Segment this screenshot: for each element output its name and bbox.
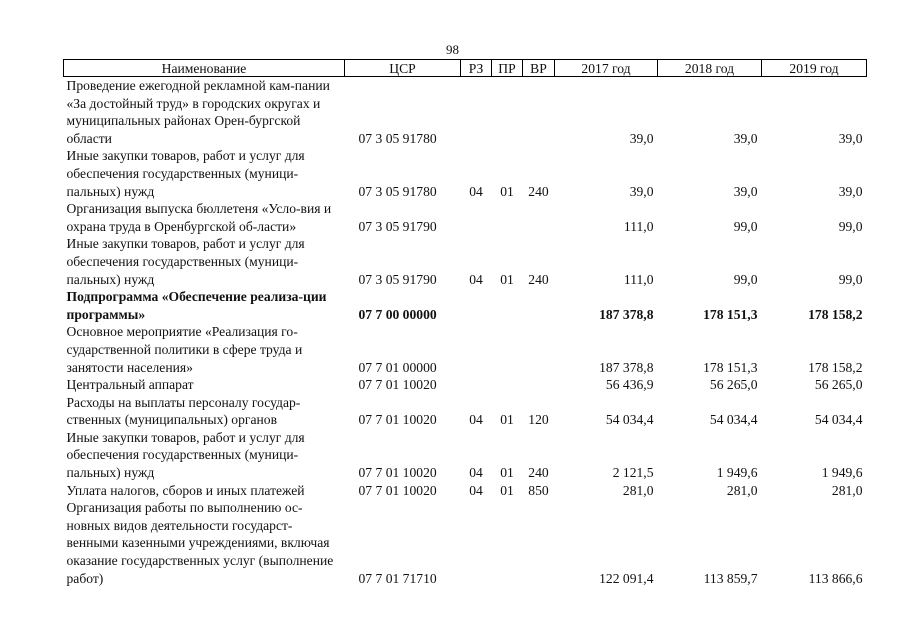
cell-rz: 04	[469, 482, 483, 498]
cell-vr: 850	[528, 482, 549, 498]
cell-csr: 07 7 01 10020	[358, 377, 437, 393]
cell-2019: 99,0	[838, 218, 863, 234]
cell-csr: 07 3 05 91780	[358, 183, 437, 199]
cell-csr: 07 7 01 00000	[358, 359, 437, 375]
cell-2018: 54 034,4	[709, 412, 758, 428]
table-row	[64, 235, 867, 288]
cell-2019: 1 949,6	[821, 465, 863, 481]
cell-pr	[492, 288, 523, 323]
cell-csr: 07 7 01 10020	[358, 412, 437, 428]
cell-2017: 56 436,9	[605, 377, 654, 393]
cell-rz	[461, 499, 492, 587]
cell-2018: 178 151,3	[703, 359, 758, 375]
cell-2019: 39,0	[838, 130, 863, 146]
table-row	[64, 200, 867, 235]
budget-table	[63, 59, 867, 587]
cell-pr: 01	[500, 271, 514, 287]
cell-2019: 39,0	[838, 183, 863, 199]
page-number: 98	[446, 42, 459, 57]
cell-2018: 99,0	[733, 218, 758, 234]
table-row	[64, 77, 867, 148]
cell-2017: 281,0	[622, 482, 654, 498]
cell-pr	[492, 376, 523, 394]
cell-2019: 178 158,2	[808, 306, 863, 322]
cell-csr: 07 3 05 91790	[358, 218, 437, 234]
header-2018: 2018 год	[658, 60, 762, 77]
cell-vr	[523, 288, 555, 323]
table-row	[64, 323, 867, 376]
cell-rz: 04	[469, 183, 483, 199]
table-row	[64, 394, 867, 429]
cell-2017: 39,0	[629, 183, 654, 199]
cell-rz: 04	[469, 465, 483, 481]
cell-csr: 07 7 01 71710	[358, 570, 437, 586]
table-body	[64, 77, 867, 588]
cell-vr: 120	[528, 412, 549, 428]
cell-2017: 111,0	[623, 271, 654, 287]
cell-pr: 01	[500, 412, 514, 428]
cell-2018: 281,0	[726, 482, 758, 498]
cell-2019: 113 866,6	[808, 570, 863, 586]
cell-2017: 187 378,8	[599, 359, 654, 375]
cell-csr: 07 7 01 10020	[358, 465, 437, 481]
cell-vr	[523, 376, 555, 394]
cell-2017: 39,0	[629, 130, 654, 146]
cell-rz	[461, 200, 492, 235]
cell-2017: 111,0	[623, 218, 654, 234]
cell-vr	[523, 200, 555, 235]
cell-csr: 07 3 05 91790	[358, 271, 437, 287]
cell-pr	[492, 499, 523, 587]
header-2017: 2017 год	[555, 60, 658, 77]
cell-2017: 187 378,8	[599, 306, 654, 322]
table-row	[64, 499, 867, 587]
cell-2018: 39,0	[733, 130, 758, 146]
cell-pr: 01	[500, 465, 514, 481]
cell-2018: 56 265,0	[709, 377, 758, 393]
cell-name: Иные закупки товаров, работ и услуг для обеспечения государственных (муници-пальных) нужд	[66, 148, 305, 199]
cell-name: Иные закупки товаров, работ и услуг для обеспечения государственных (муници-пальных) нужд	[66, 429, 305, 481]
header-2019: 2019 год	[762, 60, 867, 77]
cell-2018: 39,0	[733, 183, 758, 199]
cell-name: Основное мероприятие «Реализация го-сударственной политики в сфере труда и занятости населения»	[66, 324, 303, 375]
table-row	[64, 376, 867, 394]
cell-2019: 281,0	[831, 482, 863, 498]
cell-pr: 01	[500, 183, 514, 199]
cell-name: Подпрограмма «Обеспечение реализа-ции программы»	[66, 289, 327, 322]
cell-vr	[523, 499, 555, 587]
cell-name: Организация работы по выполнению ос-новных видов деятельности государст-венными казенными учреждениями, включая оказание государственных услуг (выполнение работ)	[66, 500, 334, 586]
cell-name: Расходы на выплаты персоналу государ-ственных (муниципальных) органов	[66, 394, 301, 428]
cell-rz	[461, 288, 492, 323]
cell-pr	[492, 200, 523, 235]
cell-2019: 54 034,4	[814, 412, 863, 428]
header-name: Наименование	[64, 60, 345, 77]
cell-2018: 178 151,3	[703, 306, 758, 322]
cell-2018: 113 859,7	[703, 570, 758, 586]
cell-rz: 04	[469, 412, 483, 428]
header-rz: РЗ	[461, 60, 492, 77]
cell-vr	[523, 323, 555, 376]
cell-name: Центральный аппарат	[66, 377, 194, 393]
cell-rz	[461, 323, 492, 376]
cell-csr: 07 7 01 10020	[358, 482, 437, 498]
cell-pr: 01	[500, 482, 514, 498]
cell-csr: 07 3 05 91780	[358, 130, 437, 146]
cell-vr: 240	[528, 271, 549, 287]
cell-vr	[523, 77, 555, 148]
cell-2019: 99,0	[838, 271, 863, 287]
cell-csr: 07 7 00 00000	[358, 306, 437, 322]
cell-rz	[461, 77, 492, 148]
header-row	[64, 60, 867, 77]
cell-2017: 2 121,5	[612, 465, 654, 481]
cell-2019: 56 265,0	[814, 377, 863, 393]
cell-pr	[492, 77, 523, 148]
table-row	[64, 147, 867, 200]
cell-name: Проведение ежегодной рекламной кам-пании «За достойный труд» в городских округах и муниципальных районах Орен-бургской области	[66, 78, 330, 146]
cell-2018: 1 949,6	[716, 465, 758, 481]
table-row	[64, 288, 867, 323]
cell-pr	[492, 323, 523, 376]
cell-rz: 04	[469, 271, 483, 287]
cell-name: Уплата налогов, сборов и иных платежей	[66, 482, 305, 498]
cell-rz	[461, 376, 492, 394]
table-row	[64, 482, 867, 500]
cell-vr: 240	[528, 465, 549, 481]
header-csr: ЦСР	[345, 60, 461, 77]
cell-vr: 240	[528, 183, 549, 199]
header-vr: ВР	[523, 60, 555, 77]
cell-name: Иные закупки товаров, работ и услуг для обеспечения государственных (муници-пальных) нужд	[66, 236, 305, 287]
cell-2018: 99,0	[733, 271, 758, 287]
header-pr: ПР	[492, 60, 523, 77]
cell-name: Организация выпуска бюллетеня «Усло-вия и охрана труда в Оренбургской об-ласти»	[66, 201, 332, 234]
table-row	[64, 429, 867, 482]
cell-2019: 178 158,2	[808, 359, 863, 375]
cell-2017: 54 034,4	[605, 412, 654, 428]
cell-2017: 122 091,4	[599, 570, 654, 586]
